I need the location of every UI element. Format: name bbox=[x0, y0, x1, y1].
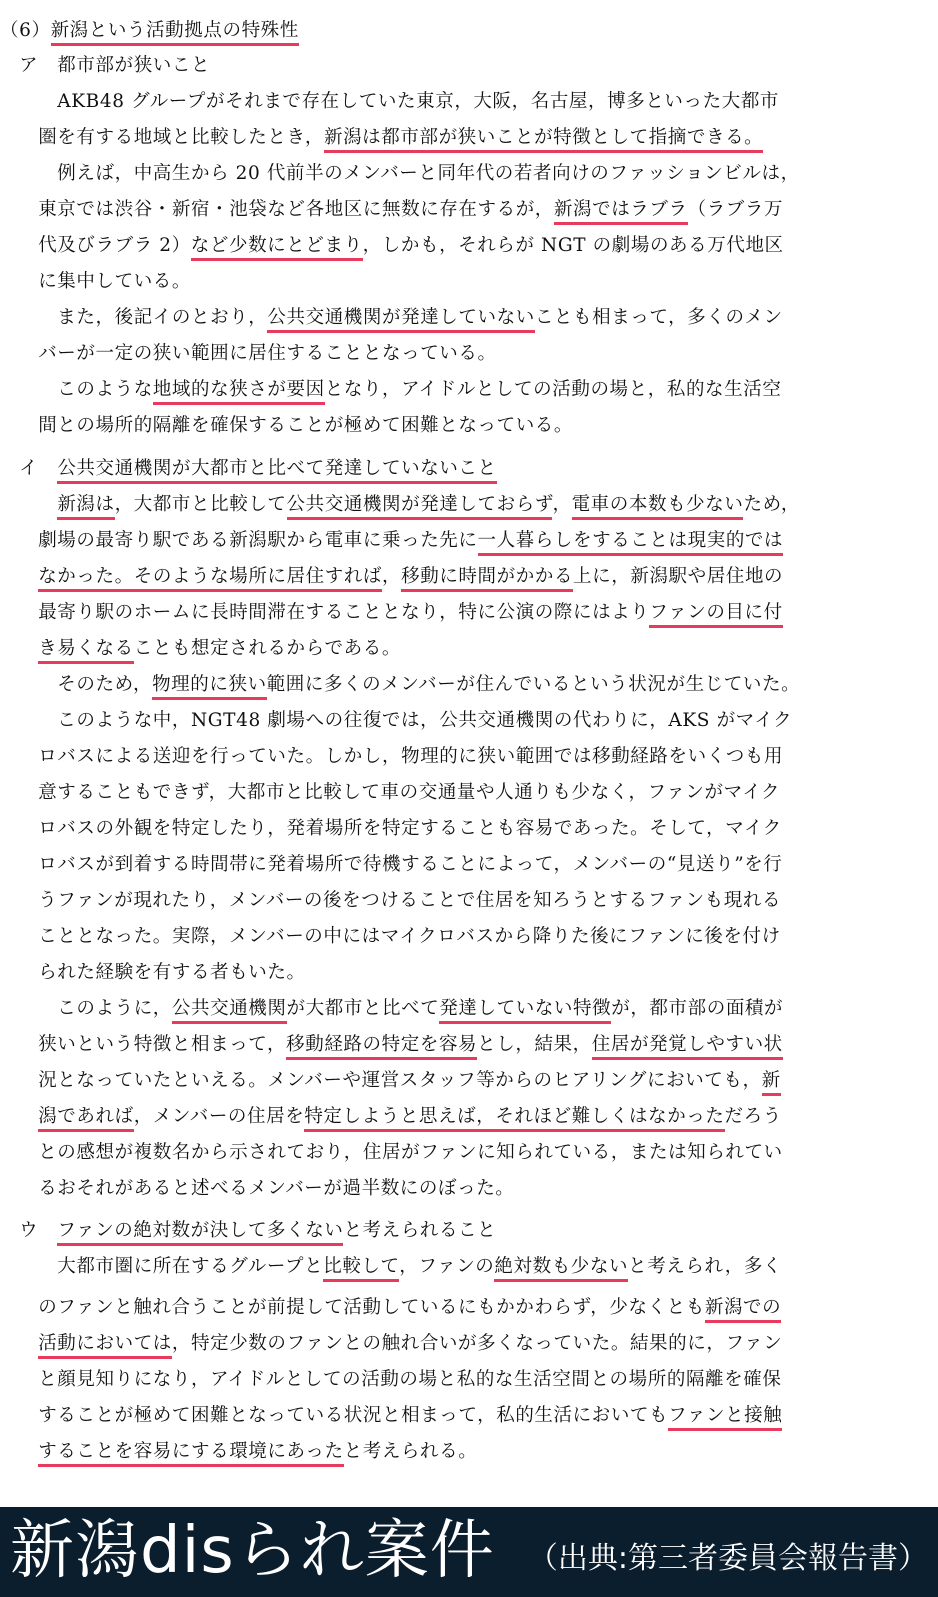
text-line bbox=[0, 1171, 514, 1207]
text-line bbox=[0, 156, 800, 192]
text-segment: そのため， bbox=[0, 674, 153, 695]
text-segment: と顔見知りになり，アイドルとしての活動の場と私的な生活空間との場所的隔離を確保 bbox=[0, 1369, 782, 1390]
underlined-phrase: 活動においては bbox=[38, 1333, 172, 1359]
text-line bbox=[0, 336, 497, 372]
text-segment: 最寄り駅のホームに長時間滞在することとなり，特に公演の際にはより bbox=[0, 602, 650, 623]
text-segment: 劇場の最寄り駅である新潟駅から電車に乗った先に bbox=[0, 530, 478, 551]
text-segment: ，メンバーの住居を bbox=[133, 1106, 305, 1127]
text-segment: が，都市部の面積が bbox=[611, 998, 784, 1019]
underlined-phrase: 新潟は都市部が狭いことが特徴として指摘できる。 bbox=[324, 127, 763, 153]
text-segment: うファンが現れたり，メンバーの後をつけることで住居を知ろうとするファンも現れる bbox=[0, 890, 782, 911]
text-line bbox=[0, 487, 800, 523]
underlined-phrase: 新 bbox=[762, 1070, 781, 1096]
underlined-phrase: 公共交通機関が大都市と比べて発達していないこと bbox=[57, 458, 496, 484]
text-segment: ，特定少数のファンとの触れ合いが多くなっていた。結果的に，ファン bbox=[171, 1333, 783, 1354]
caption-title: 新潟disられ案件 bbox=[10, 1514, 495, 1588]
text-line bbox=[0, 192, 783, 228]
underlined-phrase: 公共交通機関が発達しておらず bbox=[287, 494, 553, 520]
text-segment bbox=[0, 1441, 38, 1462]
underlined-phrase: など少数にとどまり bbox=[191, 235, 363, 261]
text-line bbox=[0, 84, 779, 120]
underlined-phrase: ファンの目に付 bbox=[649, 602, 782, 628]
text-segment: 東京では渋谷・新宿・池袋など各地区に無数に存在するが， bbox=[0, 199, 554, 220]
caption-source: （出典:第三者委員会報告書） bbox=[527, 1541, 928, 1576]
text-segment: ことも相まって，多くのメン bbox=[534, 307, 783, 328]
underlined-phrase: 新潟での bbox=[705, 1297, 781, 1323]
text-segment: このような中，NGT48 劇場への往復では，公共交通機関の代わりに，AKS がマイク bbox=[0, 710, 793, 731]
underlined-phrase: 地域的な狭さが要因 bbox=[153, 379, 325, 405]
underlined-phrase: することを容易にする環境にあった bbox=[38, 1441, 343, 1467]
underlined-phrase: ファンと接触 bbox=[668, 1405, 782, 1431]
text-segment: ことも想定されるからである。 bbox=[133, 638, 401, 659]
text-line bbox=[0, 919, 781, 955]
text-segment: ，ファンの bbox=[399, 1256, 495, 1277]
text-segment: るおそれがあると述べるメンバーが過半数にのぼった。 bbox=[0, 1178, 515, 1199]
text-segment: とし，結果， bbox=[477, 1034, 592, 1055]
text-line bbox=[0, 991, 783, 1027]
text-segment: ，大都市と比較して bbox=[114, 494, 287, 515]
text-segment bbox=[0, 1333, 38, 1354]
text-segment: 圏を有する地域と比較したとき， bbox=[0, 127, 324, 148]
underlined-phrase: ファンの絶対数が決して多くない bbox=[57, 1220, 343, 1246]
text-segment: 範囲に多くのメンバーが住んでいるという状況が生じていた。 bbox=[266, 674, 801, 695]
text-line bbox=[0, 595, 783, 631]
text-segment: 間との場所的隔離を確保することが極めて困難となっている。 bbox=[0, 415, 574, 436]
text-segment: バーが一定の狭い範囲に居住することとなっている。 bbox=[0, 343, 497, 364]
text-line bbox=[0, 408, 573, 444]
underlined-phrase: 物理的に狭い bbox=[152, 674, 267, 700]
text-line bbox=[0, 811, 782, 847]
text-line bbox=[0, 847, 782, 883]
underlined-phrase: 電車の本数も少ない bbox=[572, 494, 744, 520]
text-line bbox=[0, 228, 784, 264]
text-segment: と考えられること bbox=[343, 1220, 497, 1241]
underlined-phrase: 発達していない特徴 bbox=[439, 998, 611, 1024]
text-line bbox=[0, 559, 783, 595]
text-segment: に集中している。 bbox=[0, 271, 192, 292]
text-segment bbox=[0, 494, 57, 515]
text-segment: このような bbox=[0, 379, 153, 400]
underlined-phrase: き易くなる bbox=[38, 638, 134, 664]
text-line bbox=[0, 703, 792, 739]
text-segment: ロバスが到着する時間帯に発着場所で待機することによって，メンバーの“見送り”を行 bbox=[0, 854, 783, 875]
text-segment: のファンと触れ合うことが前提して活動しているにもかかわらず，少なくとも bbox=[0, 1297, 705, 1318]
text-segment: （6） bbox=[0, 20, 51, 41]
underlined-phrase: 公共交通機関 bbox=[172, 998, 287, 1024]
text-segment: ウ bbox=[0, 1220, 58, 1241]
text-segment: ， bbox=[552, 494, 572, 515]
underlined-phrase: 公共交通機関が発達していない bbox=[267, 307, 534, 333]
text-segment: こととなった。実際，メンバーの中にはマイクロバスから降りた後にファンに後を付け bbox=[0, 926, 781, 947]
text-line bbox=[0, 120, 763, 156]
text-line bbox=[0, 1099, 782, 1135]
text-line bbox=[0, 264, 191, 300]
underlined-phrase: 新潟という活動拠点の特殊性 bbox=[51, 20, 299, 46]
text-segment: 代及びラブラ 2） bbox=[0, 235, 191, 256]
text-line bbox=[0, 955, 306, 991]
text-segment: 狭いという特徴と相まって， bbox=[0, 1034, 287, 1055]
underlined-phrase: 特定しようと思えば，それほど難しくはなかった bbox=[304, 1106, 724, 1132]
text-segment: （ラブラ万 bbox=[687, 199, 784, 220]
text-line bbox=[0, 372, 781, 408]
text-segment: だろう bbox=[724, 1106, 782, 1127]
text-line bbox=[0, 883, 781, 919]
text-line bbox=[0, 451, 497, 487]
text-line bbox=[0, 523, 783, 559]
text-segment: と考えられ，多く bbox=[628, 1256, 783, 1277]
text-line bbox=[0, 775, 780, 811]
underlined-phrase: なかった。 bbox=[38, 566, 134, 592]
underlined-phrase: 新潟は bbox=[57, 494, 114, 520]
underlined-phrase: 比較して bbox=[323, 1256, 399, 1282]
text-segment: 例えば，中高生から 20 代前半のメンバーと同年代の若者向けのファッションビルは， bbox=[0, 163, 800, 184]
text-segment bbox=[0, 1106, 38, 1127]
underlined-phrase: 一人暮らしをすることは現実的では bbox=[478, 530, 784, 556]
underlined-phrase: 移動経路の特定を容易 bbox=[286, 1034, 477, 1060]
text-line bbox=[0, 739, 783, 775]
text-segment: られた経験を有する者もいた。 bbox=[0, 962, 306, 983]
text-segment: AKB48 グループがそれまで存在していた東京，大阪，名古屋，博多といった大都市 bbox=[0, 91, 780, 112]
text-segment: することが極めて困難となっている状況と相まって，私的生活においても bbox=[0, 1405, 669, 1426]
text-line bbox=[0, 1027, 783, 1063]
underlined-phrase: そのような場所に居住すれば bbox=[134, 566, 382, 592]
text-segment: が大都市と比べて bbox=[286, 998, 440, 1019]
text-line bbox=[0, 1290, 781, 1326]
text-segment: 意することもできず，大都市と比較して車の交通量や人通りも少なく，ファンがマイク bbox=[0, 782, 781, 803]
text-line bbox=[0, 48, 210, 84]
underlined-phrase: 移動に時間がかかる bbox=[401, 566, 573, 592]
text-segment: イ bbox=[0, 458, 58, 479]
text-segment: ア 都市部が狭いこと bbox=[0, 55, 211, 76]
text-line bbox=[0, 631, 401, 667]
text-line bbox=[0, 1362, 781, 1398]
text-line bbox=[0, 1249, 782, 1285]
underlined-phrase: 新潟ではラブラ bbox=[554, 199, 688, 225]
underlined-phrase: 潟であれば bbox=[38, 1106, 134, 1132]
text-line bbox=[0, 1063, 781, 1099]
underlined-phrase: 住居が発覚しやすい状 bbox=[592, 1034, 783, 1060]
text-line bbox=[0, 300, 783, 336]
text-segment: 況となっていたといえる。メンバーや運営スタッフ等からのヒアリングにおいても， bbox=[0, 1070, 762, 1091]
text-line bbox=[0, 1135, 783, 1171]
caption-banner bbox=[0, 1507, 938, 1597]
text-segment: ロバスによる送迎を行っていた。しかし，物理的に狭い範囲では移動経路をいくつも用 bbox=[0, 746, 784, 767]
text-segment bbox=[0, 638, 38, 659]
text-line bbox=[0, 13, 299, 49]
text-line bbox=[0, 1326, 782, 1362]
text-line bbox=[0, 1213, 496, 1249]
text-line bbox=[0, 667, 800, 703]
text-segment: との感想が複数名から示されており，住居がファンに知られている，または知られてい bbox=[0, 1142, 783, 1163]
text-segment: ため， bbox=[743, 494, 801, 515]
text-segment: ， bbox=[382, 566, 402, 587]
underlined-phrase: 絶対数も少ない bbox=[494, 1256, 628, 1282]
text-segment: と考えられる。 bbox=[343, 1441, 478, 1462]
text-segment: となり，アイドルとしての活動の場と，私的な生活空 bbox=[324, 379, 782, 400]
text-segment: このように， bbox=[0, 998, 172, 1019]
text-segment bbox=[0, 566, 38, 587]
text-segment: ，しかも，それらが NGT の劇場のある万代地区 bbox=[362, 235, 784, 256]
text-line bbox=[0, 1398, 782, 1434]
text-segment: ロバスの外観を特定したり，発着場所を特定することも容易であった。そして，マイク bbox=[0, 818, 782, 839]
text-segment: 大都市圏に所在するグループと bbox=[0, 1256, 324, 1277]
text-line bbox=[0, 1434, 477, 1470]
text-segment: 上に，新潟駅や居住地の bbox=[573, 566, 784, 587]
text-segment: また，後記イのとおり， bbox=[0, 307, 268, 328]
